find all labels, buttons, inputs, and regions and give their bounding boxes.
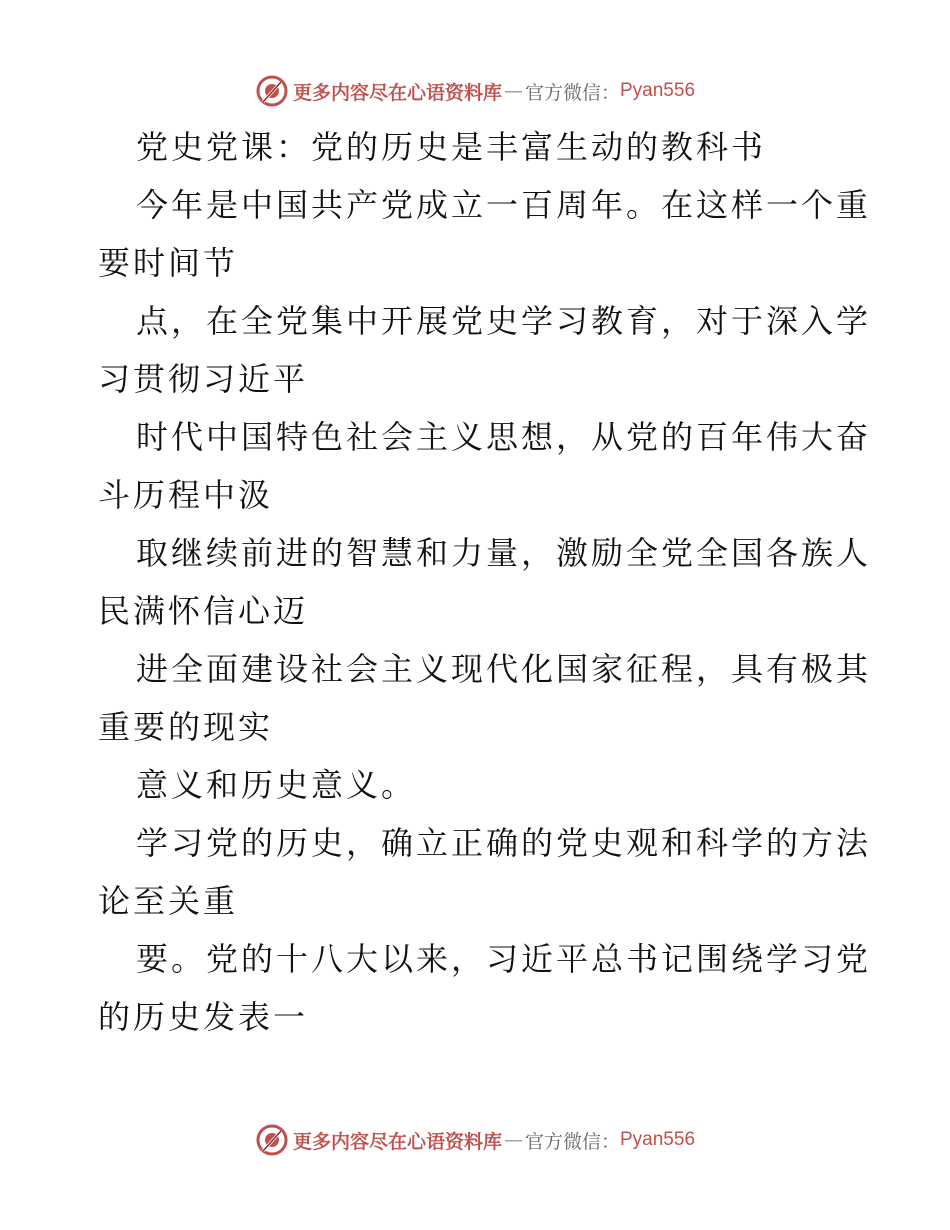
text-line: 取继续前进的智慧和力量，激励全党全国各族人 bbox=[136, 534, 872, 572]
text-line: 重要的现实 bbox=[98, 708, 274, 746]
text-line: 民满怀信心迈 bbox=[98, 592, 309, 630]
document-body bbox=[98, 118, 872, 1046]
banner-dash: — bbox=[503, 1129, 523, 1151]
header-banner bbox=[0, 71, 950, 111]
text-line: 今年是中国共产党成立一百周年。在这样一个重 bbox=[136, 186, 872, 224]
banner-wechat-id: Pyan556 bbox=[620, 80, 696, 101]
logo-icon bbox=[255, 1123, 289, 1157]
text-line: 要。党的十八大以来，习近平总书记围绕学习党 bbox=[136, 940, 872, 978]
text-line: 习贯彻习近平 bbox=[98, 360, 309, 398]
banner-wechat-label: 官方微信： bbox=[524, 81, 620, 104]
banner-dash: — bbox=[503, 80, 523, 102]
text-line: 要时间节 bbox=[98, 244, 239, 282]
text-line: 意义和历史意义。 bbox=[136, 766, 417, 804]
text-line: 点，在全党集中开展党史学习教育，对于深入学 bbox=[136, 302, 872, 340]
text-line: 论至关重 bbox=[98, 882, 239, 920]
text-line: 的历史发表一 bbox=[98, 998, 309, 1036]
banner-site-text: 更多内容尽在心语资料库 bbox=[292, 81, 502, 104]
document-title: 党史党课：党的历史是丰富生动的教科书 bbox=[136, 128, 767, 166]
text-line: 时代中国特色社会主义思想，从党的百年伟大奋 bbox=[136, 418, 872, 456]
banner-wechat-id: Pyan556 bbox=[620, 1129, 696, 1150]
text-line: 学习党的历史，确立正确的党史观和科学的方法 bbox=[136, 824, 872, 862]
banner-wechat-label: 官方微信： bbox=[524, 1130, 620, 1153]
logo-icon bbox=[255, 74, 289, 108]
footer-banner bbox=[0, 1120, 950, 1160]
banner-site-text: 更多内容尽在心语资料库 bbox=[292, 1130, 502, 1153]
text-line: 斗历程中汲 bbox=[98, 476, 274, 514]
text-line: 进全面建设社会主义现代化国家征程，具有极其 bbox=[136, 650, 872, 688]
